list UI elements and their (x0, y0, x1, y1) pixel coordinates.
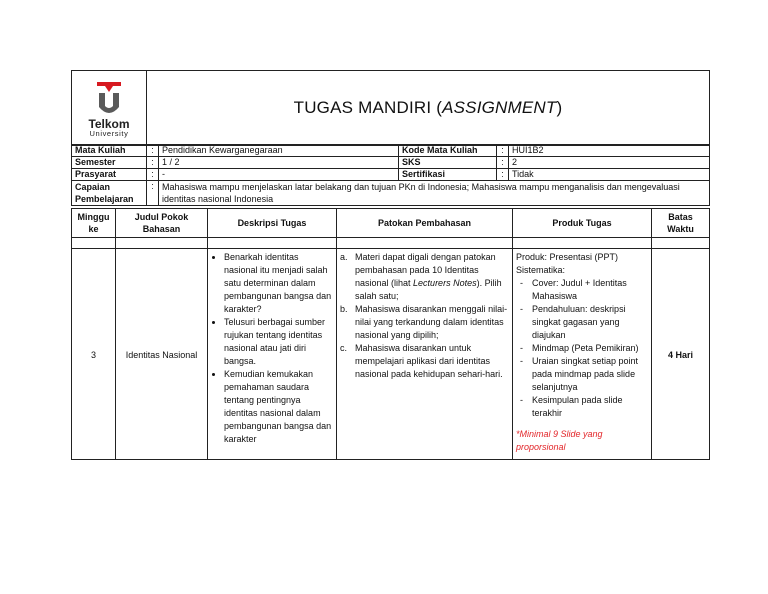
cell-produk (513, 249, 652, 460)
produk-note: *Minimal 9 Slide yang proporsional (516, 429, 603, 452)
value-semester: 1 / 2 (159, 157, 399, 169)
course-info-table (71, 144, 710, 206)
row-capaian (72, 181, 710, 206)
col-minggu: Minggu ke (72, 209, 116, 238)
value-capaian: Mahasiswa mampu menjelaskan latar belakang dan tujuan PKn di Indonesia; Mahasiswa mampu menganalisis dan mengevaluasi identitas nasional Indonesia (159, 181, 710, 206)
row-mata-kuliah (72, 145, 710, 157)
logo-cell (72, 71, 147, 146)
cell-judul: Identitas Nasional (116, 249, 208, 460)
value-prasyarat: - (159, 169, 399, 181)
colon: : (497, 157, 509, 169)
patokan-item: a. Materi dapat digali dengan patokan pembahasan pada 10 Identitas nasional (lihat Lecturers Notes). Pilih salah satu; (340, 252, 502, 301)
produk-item: - Uraian singkat setiap point pada mindmap pada slide selanjutnya (532, 355, 648, 394)
svg-text:University: University (89, 128, 129, 138)
col-produk: Produk Tugas (513, 209, 652, 238)
cell-deskripsi (208, 249, 337, 460)
task-table (71, 208, 710, 460)
col-patokan: Patokan Pembahasan (337, 209, 513, 238)
label-prasyarat: Prasyarat (72, 169, 147, 181)
value-sertifikasi: Tidak (509, 169, 710, 181)
produk-sistematika: Sistematika: (516, 265, 566, 275)
colon: : (147, 181, 159, 206)
value-kode: HUI1B2 (509, 145, 710, 157)
patokan-item: c. Mahasiswa disarankan untuk mempelajari aplikasi dari identitas nasional pada kehidupan sehari-hari. (340, 343, 503, 379)
spacer-row (72, 238, 710, 249)
row-semester (72, 157, 710, 169)
task-header-row (72, 209, 710, 238)
produk-item: - Mindmap (Peta Pemikiran) (532, 342, 648, 355)
produk-item: - Kesimpulan pada slide terakhir (532, 394, 648, 420)
colon: : (147, 157, 159, 169)
cell-minggu: 3 (72, 249, 116, 460)
cell-batas: 4 Hari (652, 249, 710, 460)
label-semester: Semester (72, 157, 147, 169)
colon: : (147, 145, 159, 157)
col-batas: Batas Waktu (652, 209, 710, 238)
label-capaian: Capaian Pembelajaran (72, 181, 147, 206)
deskripsi-item: • Kemudian kemukakan pemahaman saudara tentang pentingnya identitas nasional dalam pembangunan bangsa dan karakter (224, 368, 333, 446)
colon: : (497, 145, 509, 157)
col-judul: Judul Pokok Bahasan (116, 209, 208, 238)
value-mata-kuliah: Pendidikan Kewarganegaraan (159, 145, 399, 157)
page-title: TUGAS MANDIRI (ASSIGNMENT) (147, 71, 710, 146)
produk-item: - Cover: Judul + Identitas Mahasiswa (532, 277, 648, 303)
label-sertifikasi: Sertifikasi (399, 169, 497, 181)
deskripsi-item: • Benarkah identitas nasional itu menjadi salah satu determinan dalam pembangunan bangsa dan karakter? (224, 251, 333, 316)
patokan-item: b. Mahasiswa disarankan menggali nilai-nilai yang terkandung dalam identitas nasional yang dipilih; (340, 304, 508, 340)
telkom-university-logo (76, 76, 142, 138)
produk-intro: Produk: Presentasi (PPT) (516, 252, 619, 262)
col-deskripsi: Deskripsi Tugas (208, 209, 337, 238)
row-prasyarat (72, 169, 710, 181)
label-mata-kuliah: Mata Kuliah (72, 145, 147, 157)
table-row (72, 249, 710, 460)
value-sks: 2 (509, 157, 710, 169)
label-sks: SKS (399, 157, 497, 169)
cell-patokan (337, 249, 513, 460)
colon: : (497, 169, 509, 181)
produk-item: - Pendahuluan: deskripsi singkat gagasan yang diajukan (532, 303, 648, 342)
deskripsi-item: • Telusuri berbagai sumber rujukan tentang identitas nasional atau jati diri bangsa. (224, 316, 333, 368)
colon: : (147, 169, 159, 181)
svg-text:Telkom: Telkom (88, 116, 130, 131)
header-table (71, 70, 710, 146)
label-kode: Kode Mata Kuliah (399, 145, 497, 157)
